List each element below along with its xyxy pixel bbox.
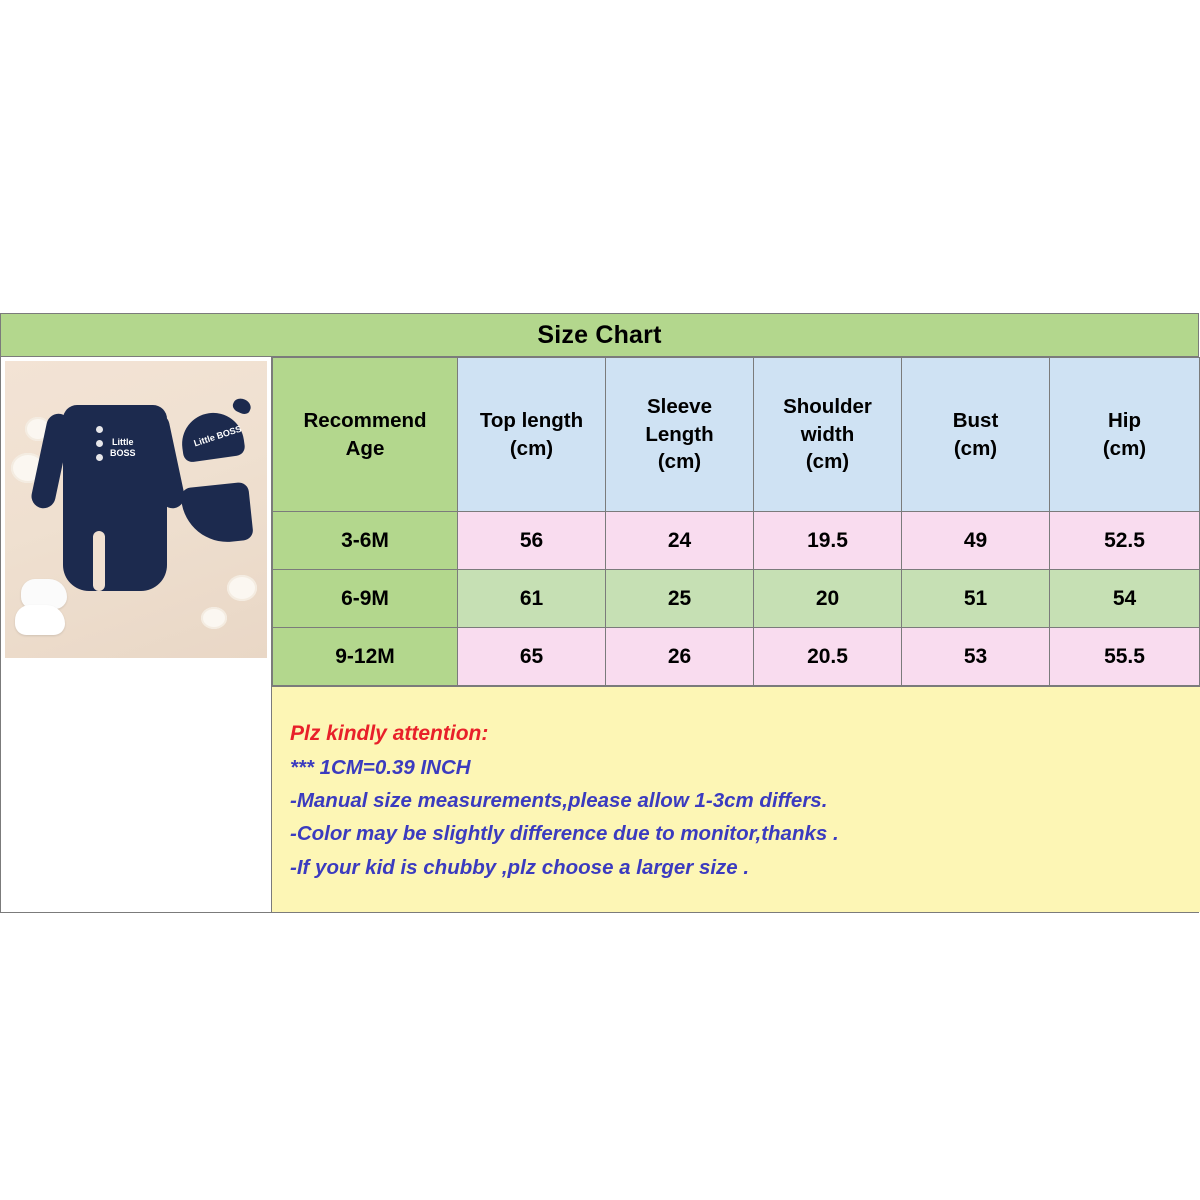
column-header-sleeve-length [606,358,754,512]
size-chart-title-bar [1,314,1198,357]
cell-sleeve-length: 26 [606,628,754,686]
column-header-hip [1050,358,1200,512]
column-header-age [273,358,458,512]
size-chart-card [0,313,1199,913]
button-dot [96,440,103,447]
attention-note-box [272,686,1200,912]
cell-top-length: 65 [458,628,606,686]
header-line: (cm) [953,436,998,460]
header-line: (cm) [509,436,554,460]
table-row [273,512,1200,570]
header-line: Length [645,422,714,446]
button-dot [96,426,103,433]
cell-shoulder-width: 19.5 [754,512,902,570]
header-line: Recommend [303,408,427,432]
romper-placket [91,419,107,467]
hat-knot [231,396,253,416]
header-line: Age [345,436,385,460]
header-line: width [800,422,855,446]
table-header-row [273,358,1200,512]
note-line: -If your kid is chubby ,plz choose a larger size . [290,855,750,879]
cell-shoulder-width: 20 [754,570,902,628]
cotton-decoration [227,575,257,601]
header-line: Sleeve [647,394,712,418]
cell-sleeve-length: 25 [606,570,754,628]
chest-print-line2: BOSS [110,448,136,459]
cell-age: 9-12M [273,628,458,686]
header-line: Top length [479,408,584,432]
header-line: (cm) [657,450,702,474]
note-line: -Manual size measurements,please allow 1-3cm differs. [290,789,828,813]
cell-age: 3-6M [273,512,458,570]
romper-chest-print [110,437,136,460]
column-header-top-length [458,358,606,512]
baby-shoe [15,605,65,635]
measurements-table-cell [272,357,1200,912]
table-row [273,628,1200,686]
table-row [273,570,1200,628]
cell-top-length: 61 [458,570,606,628]
column-header-shoulder-width [754,358,902,512]
page-title: Size Chart [537,320,662,349]
column-header-bust [902,358,1050,512]
product-photo [5,361,267,658]
cell-age: 6-9M [273,570,458,628]
button-dot [96,454,103,461]
cell-bust: 53 [902,628,1050,686]
cell-bust: 49 [902,512,1050,570]
header-line: (cm) [805,450,850,474]
cell-top-length: 56 [458,512,606,570]
chest-print-line1: Little [112,437,134,447]
cell-hip: 52.5 [1050,512,1200,570]
header-line: Bust [952,408,999,432]
note-line: *** 1CM=0.39 INCH [290,756,471,780]
header-line: Hip [1107,408,1142,432]
cell-bust: 51 [902,570,1050,628]
measurements-table [272,357,1200,686]
note-heading: Plz kindly attention: [290,722,489,745]
product-image-cell [1,357,272,912]
cotton-decoration [201,607,227,629]
romper-body [63,405,167,591]
cell-shoulder-width: 20.5 [754,628,902,686]
header-line: Shoulder [783,394,872,418]
baby-bib [180,482,254,547]
cell-hip: 55.5 [1050,628,1200,686]
cell-hip: 54 [1050,570,1200,628]
header-line: (cm) [1102,436,1147,460]
note-line: -Color may be slightly difference due to monitor,thanks . [290,822,839,846]
cell-sleeve-length: 24 [606,512,754,570]
hat-print: Little BOSS [192,423,243,449]
size-chart-body [1,357,1198,912]
